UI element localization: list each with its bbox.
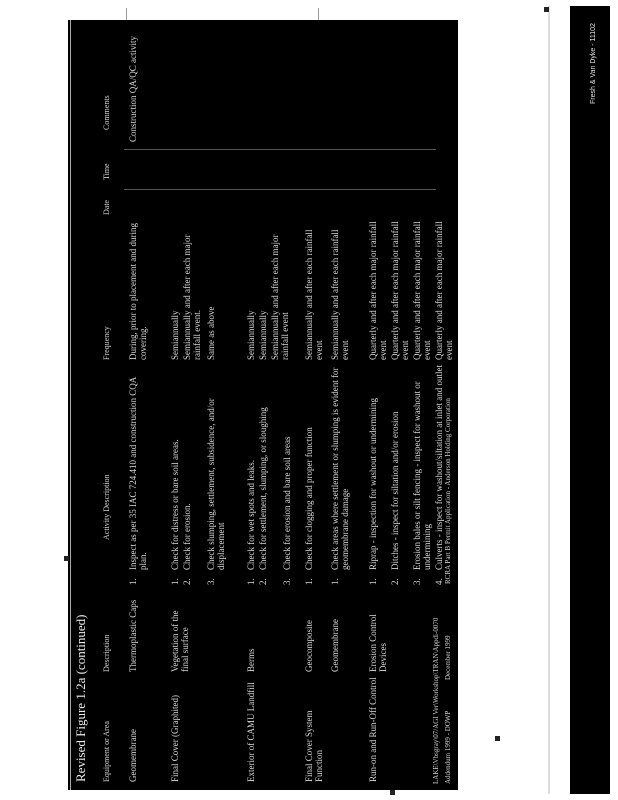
- row1-activity1: Inspect as per 35 IAC 724.410 and construction CQA plan.: [128, 377, 149, 570]
- row5-frequency1: Semiannually and after each rainfall event: [330, 229, 351, 360]
- row2-num1: 1.: [170, 578, 180, 585]
- scan-speck: [495, 736, 500, 741]
- row3-frequency1: Semiannually: [246, 310, 256, 360]
- footer-path: LAKE\Vbsgray\07/AGI Ver\Workshop\TRAN\Appdi-0070: [432, 617, 440, 784]
- row3-activity2: Check for settlement, slumping, or sloughing: [258, 407, 268, 570]
- row6-area: Run-on and Run-Off Control: [368, 677, 378, 782]
- row6-num1: 1.: [368, 578, 378, 585]
- col-header-area: Equipment or Area: [102, 721, 111, 782]
- row2-frequency2: Semiannually and after each major rainfall event.: [182, 234, 203, 360]
- row6-num2: 2.: [390, 578, 400, 585]
- row5-num1: 1.: [330, 578, 340, 585]
- row2-description: Vegetation of the final surface: [170, 610, 191, 672]
- row6-activity1: Riprap - inspection for washout or undermining: [368, 398, 378, 570]
- figure-title: Revised Figure 1.2a (continued): [73, 614, 88, 782]
- row3-description: Berms: [246, 648, 256, 672]
- row6-num4: 4.: [434, 578, 444, 585]
- col-header-description: Description: [102, 634, 111, 672]
- column-rule: [124, 149, 436, 150]
- scanned-page: [68, 20, 458, 790]
- row4-num1: 1.: [304, 578, 314, 585]
- row6-frequency3: Quarterly and after each major rainfall event: [412, 221, 433, 360]
- row4-area: Final Cover System Function: [304, 710, 325, 782]
- scan-mark: [126, 8, 127, 20]
- row6-frequency1: Quarterly and after each major rainfall event: [368, 221, 389, 360]
- row6-description: Erosion Control Devices: [368, 614, 389, 672]
- row6-activity4: Culverts - inspect for washout/siltation at inlet and outlet: [434, 365, 444, 570]
- rotated-table: [68, 20, 458, 790]
- row2-area: Final Cover (Graphited): [170, 695, 180, 782]
- row4-activity1: Check for clogging and proper function: [304, 427, 314, 570]
- footer-month: December 1999: [444, 635, 452, 680]
- row6-num3: 3.: [412, 578, 422, 585]
- strip-text: [570, 6, 610, 794]
- col-header-comments: Comments: [102, 95, 111, 130]
- row2-activity3: Check slumping, settlement, subsidence, and/or displacement: [206, 398, 227, 570]
- row5-activity1: Check areas where settlement or slumping is evident for geomembrane damage: [330, 367, 351, 570]
- row1-area: Geomembrane: [128, 729, 138, 782]
- scan-mark: [318, 8, 319, 20]
- row2-frequency1: Semiannually: [170, 310, 180, 360]
- row1-comments: Construction QA/QC activity: [128, 36, 138, 142]
- row6-activity3: Erosion bales or silt fencing - inspect for washout or undermining: [412, 381, 433, 570]
- row6-activity2: Ditches - inspect for siltation and/or erosion: [390, 411, 400, 570]
- side-company: Fresh & Van Dyke - 11102: [590, 23, 597, 104]
- row2-num2: 2.: [182, 578, 192, 585]
- row2-activity2: Check for erosion.: [182, 503, 192, 570]
- row3-num1: 1.: [246, 578, 256, 585]
- row4-description: Geocomposite: [304, 620, 314, 672]
- col-header-frequency: Frequency: [102, 326, 111, 360]
- row3-frequency2: Semiannually: [258, 310, 268, 360]
- row2-num3: 3.: [206, 578, 216, 585]
- row3-num3: 3.: [282, 578, 292, 585]
- row2-activity1: Check for distress or bare soil areas.: [170, 439, 180, 570]
- row6-frequency4: Quarterly and after each major rainfall event: [434, 221, 455, 360]
- scan-speck: [390, 790, 395, 795]
- footer-permit: RCRA Part B Permit Application - Anderson Holding Corporation: [444, 398, 452, 584]
- row4-frequency1: Semiannually and after each rainfall event: [304, 229, 325, 360]
- row2-frequency3: Same as above: [206, 306, 216, 360]
- top-rule: [70, 20, 71, 790]
- row1-num1: 1.: [128, 578, 138, 585]
- row3-area: Exterior of CAMU Landfill: [246, 682, 256, 782]
- row6-frequency2: Quarterly and after each major rainfall event: [390, 221, 411, 360]
- row5-description: Geomembrane: [330, 619, 340, 672]
- row3-frequency3: Semiannually and after each major rainfall event: [270, 234, 291, 360]
- side-strip: [548, 6, 610, 794]
- col-header-activity: Activity Description: [102, 474, 111, 540]
- col-header-date: Date: [102, 199, 111, 215]
- row1-frequency1: During, prior to placement and during covering.: [128, 223, 149, 360]
- scan-speck: [64, 556, 69, 561]
- column-rule: [124, 189, 436, 190]
- row3-num2: 2.: [258, 578, 268, 585]
- strip-edge: [548, 6, 550, 794]
- col-header-time: Time: [102, 163, 111, 180]
- strip-bar: [570, 6, 610, 794]
- scan-speck: [544, 7, 549, 12]
- row3-activity1: Check for wet spots and leaks.: [246, 460, 256, 570]
- footer-revision: Addendum 1999 - DOWP: [444, 710, 452, 784]
- row3-activity3: Check for erosion and bare soil areas: [282, 436, 292, 570]
- row1-description: Thermoplastic Caps: [128, 599, 138, 672]
